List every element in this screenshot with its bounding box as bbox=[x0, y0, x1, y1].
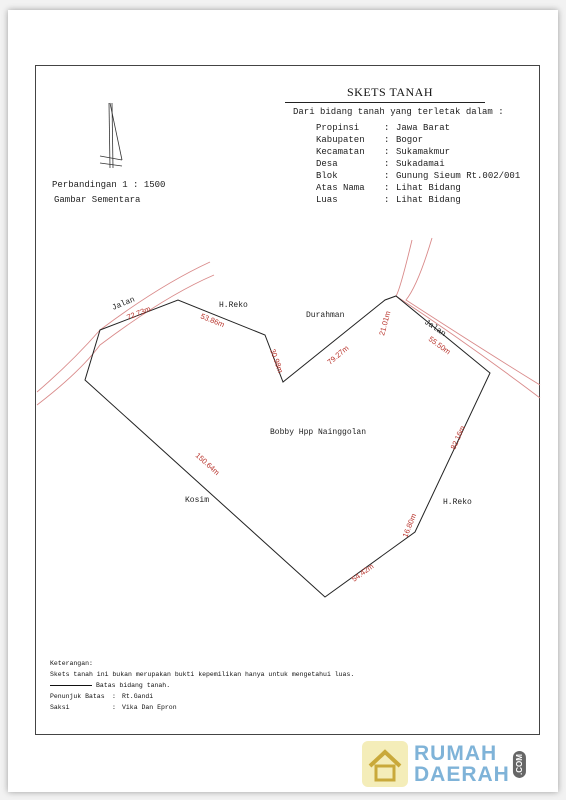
witness-row: Penunjuk Batas : Rt.Gandi bbox=[50, 693, 154, 700]
north-arrow-icon bbox=[100, 103, 122, 168]
witness-row: Saksi : Vika Dan Epron bbox=[50, 704, 177, 711]
neighbor-label: H.Reko bbox=[219, 301, 248, 310]
location-intro: Dari bidang tanah yang terletak dalam : bbox=[293, 107, 504, 117]
info-row: Blok : Gunung Sieum Rt.002/001 bbox=[316, 171, 521, 181]
info-row: Luas : Lihat Bidang bbox=[316, 195, 461, 205]
neighbor-label: H.Reko bbox=[443, 498, 472, 507]
measure-label: 72.73m bbox=[125, 304, 152, 322]
notes-block bbox=[50, 658, 354, 713]
neighbor-label: Kosim bbox=[185, 496, 210, 505]
measure-label: 16.80m bbox=[400, 512, 419, 539]
owner-label: Bobby Hpp Nainggolan bbox=[270, 428, 367, 437]
measure-label: 30.98m bbox=[268, 347, 286, 375]
info-row: Kecamatan : Sukamakmur bbox=[316, 147, 451, 157]
scale-note: Gambar Sementara bbox=[54, 195, 141, 205]
notes-disclaimer: Skets tanah ini bukan merupakan bukti kepemilikan hanya untuk mengetahui luas. bbox=[50, 671, 355, 678]
measure-label: 150.64m bbox=[193, 450, 222, 478]
house-icon bbox=[360, 739, 410, 789]
watermark bbox=[360, 736, 555, 792]
road-label: Jalan bbox=[422, 318, 448, 339]
boundary-line-icon bbox=[50, 685, 92, 686]
document-title: SKETS TANAH bbox=[347, 85, 433, 99]
info-row: Propinsi : Jawa Barat bbox=[316, 123, 451, 133]
watermark-text: RUMAH DAERAH bbox=[414, 742, 510, 786]
road-left bbox=[37, 262, 214, 405]
watermark-suffix: .COM bbox=[513, 751, 526, 778]
info-row: Kabupaten : Bogor bbox=[316, 135, 424, 145]
measure-label: 54.42m bbox=[349, 561, 376, 584]
measure-label: 55.50m bbox=[426, 334, 453, 357]
road-right bbox=[396, 238, 540, 398]
measure-label: 53.86m bbox=[199, 311, 226, 330]
measure-label: 82.16m bbox=[448, 424, 468, 451]
info-row: Desa : Sukadamai bbox=[316, 159, 445, 169]
notes-legend: Batas bidang tanah. bbox=[50, 680, 354, 691]
scale-ratio: Perbandingan 1 : 1500 bbox=[52, 180, 166, 190]
measure-label: 21.01m bbox=[377, 310, 393, 337]
measure-label: 79.27m bbox=[325, 343, 351, 367]
neighbor-label: Durahman bbox=[306, 311, 345, 320]
road-label: Jalan bbox=[110, 295, 137, 313]
notes-heading: Keterangan: bbox=[50, 660, 93, 667]
info-row: Atas Nama : Lihat Bidang bbox=[316, 183, 461, 193]
